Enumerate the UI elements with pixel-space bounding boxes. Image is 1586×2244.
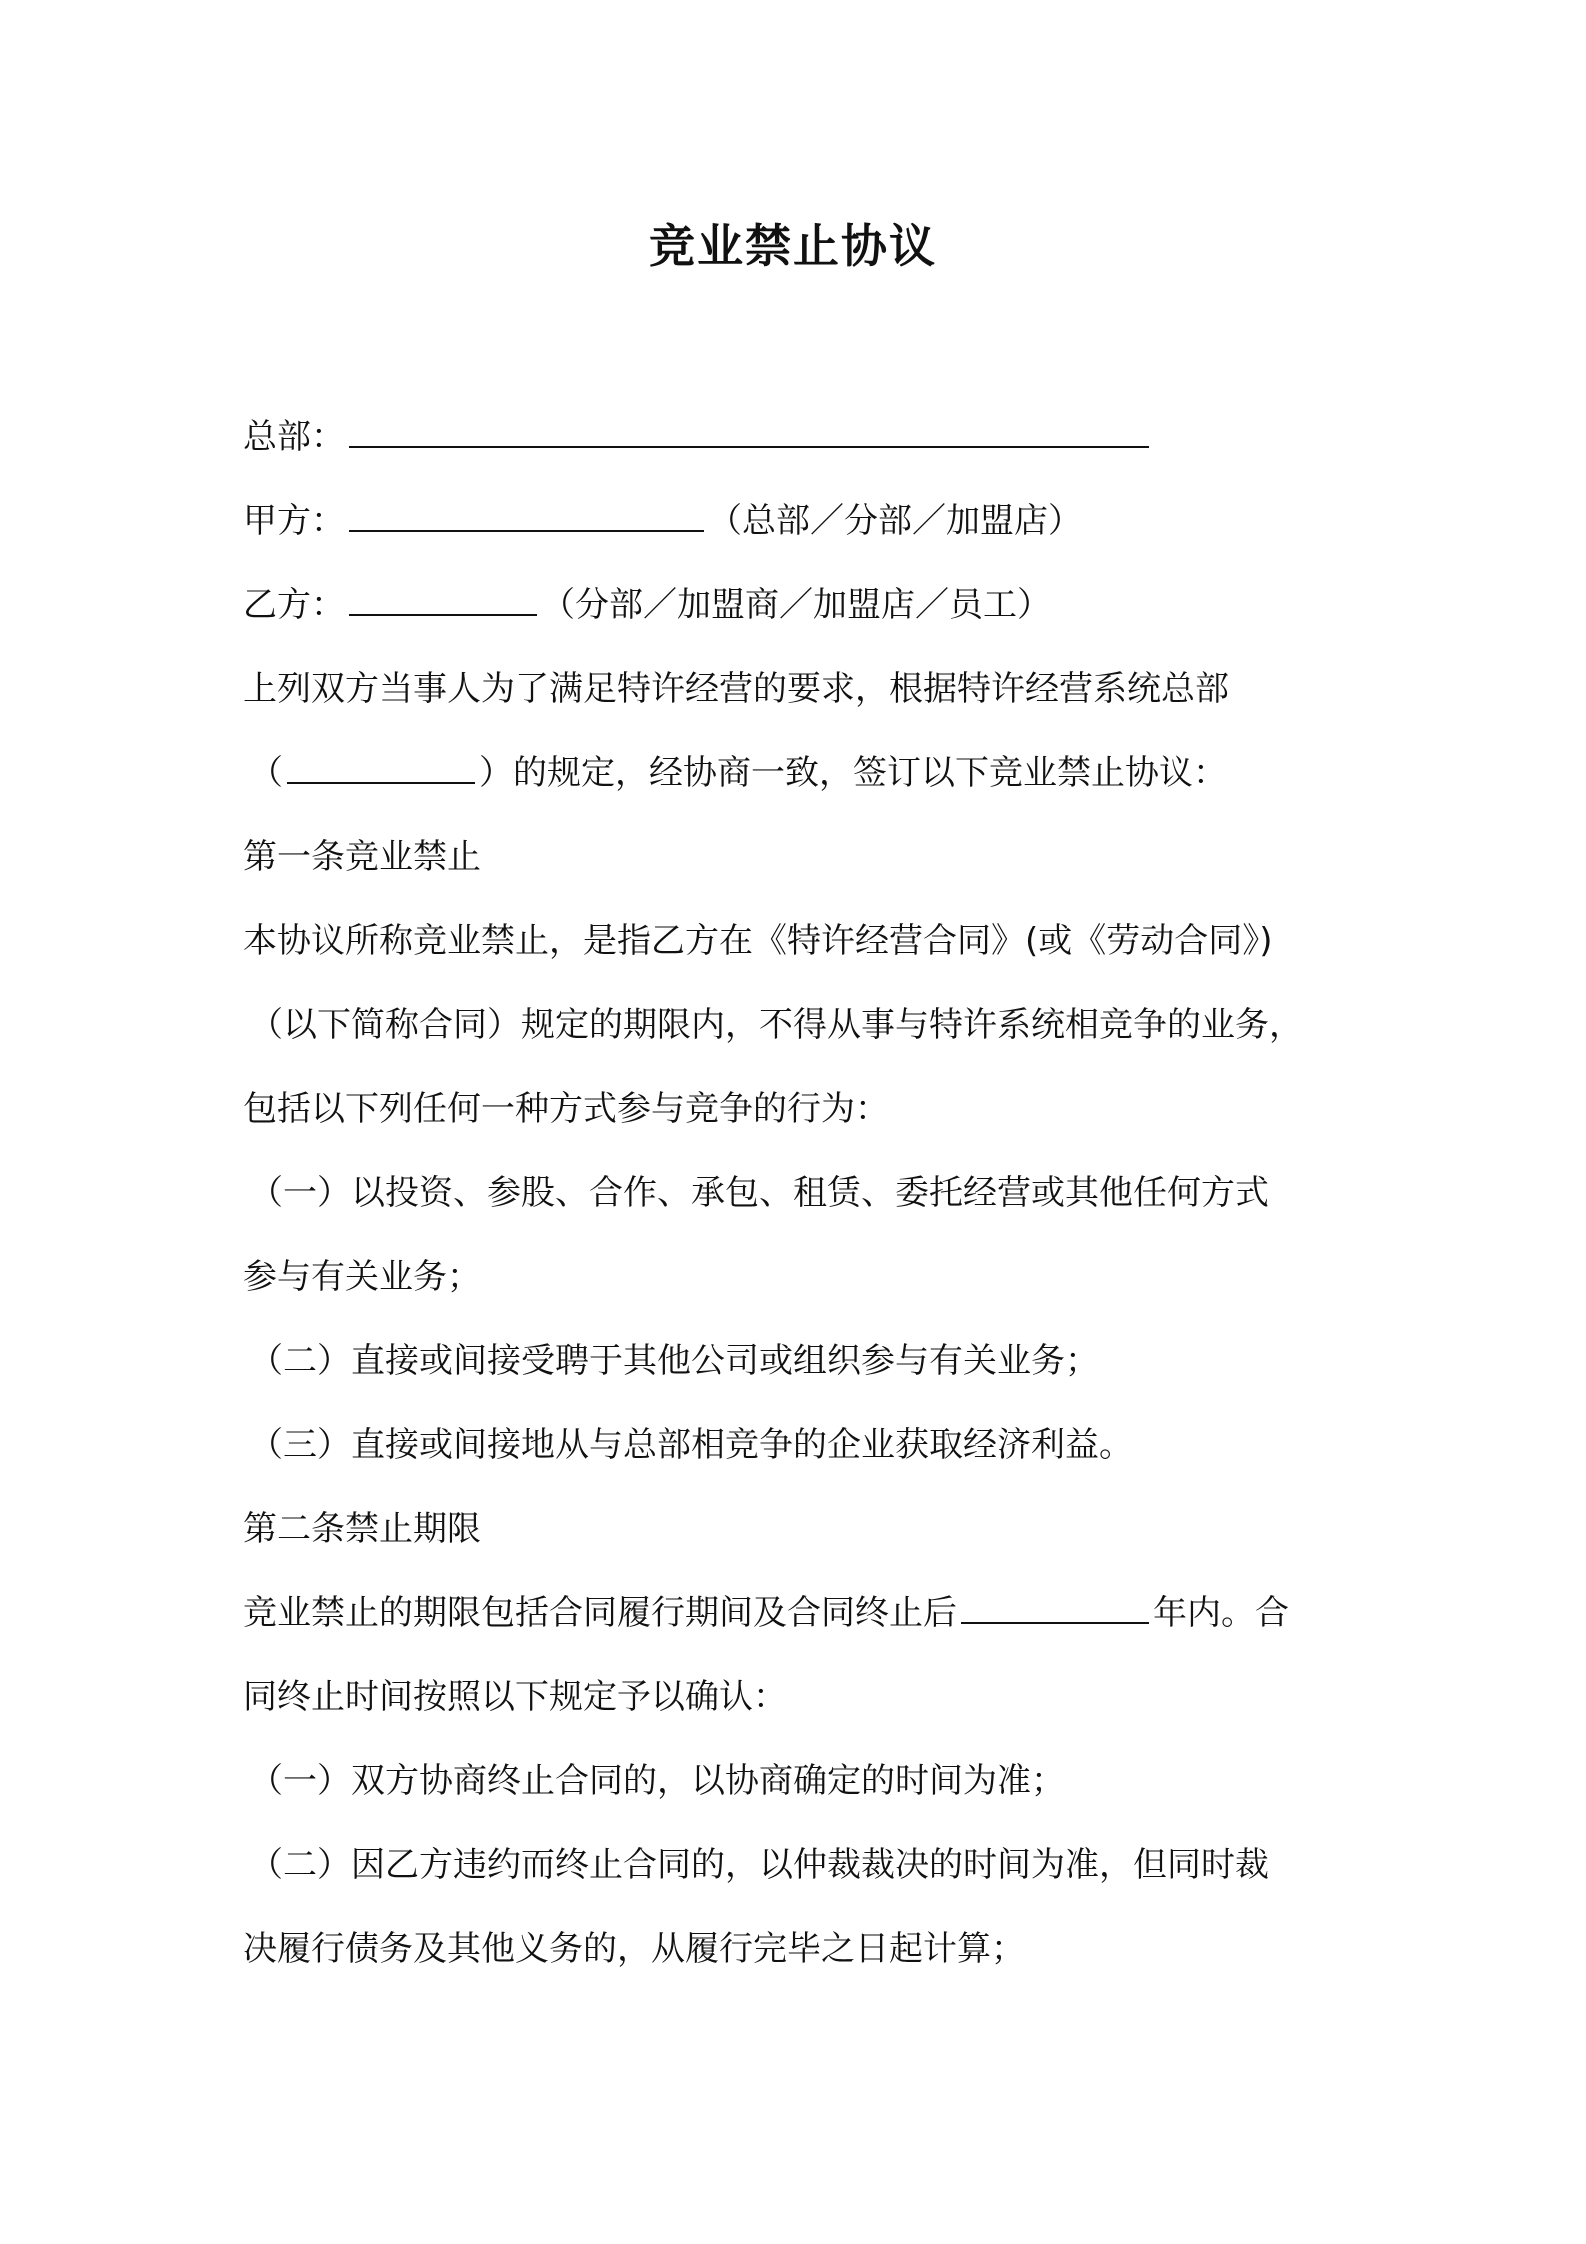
intro-line-1: 上列双方当事人为了满足特许经营的要求，根据特许经营系统总部 [243,669,1229,709]
hq-line [243,395,1363,479]
article-2-line-1-prefix: 竞业禁止的期限包括合同履行期间及合同终止后 [243,1593,957,1633]
document-body [243,395,1363,1991]
years-blank [961,1592,1149,1624]
article-1-item-2: （二）直接或间接受聘于其他公司或组织参与有关业务； [249,1341,1099,1381]
article-2-item-1: （一）双方协商终止合同的，以协商确定的时间为准； [249,1761,1065,1801]
party-b-blank [349,584,537,616]
article-1-heading: 第一条竞业禁止 [243,837,481,877]
party-b-label: 乙方： [243,585,345,625]
intro-line-2-prefix: （ [249,753,283,793]
article-1-item-3: （三）直接或间接地从与总部相竞争的企业获取经济利益。 [249,1425,1133,1465]
party-a-suffix: （总部／分部／加盟店） [708,501,1082,541]
party-a-line [243,479,1363,563]
article-2-line-1-suffix: 年内。合 [1153,1593,1289,1633]
party-b-line [243,563,1363,647]
hq-label: 总部： [243,417,345,457]
article-1-line-3: 包括以下列任何一种方式参与竞争的行为： [243,1089,889,1129]
intro-line-2 [243,731,1363,815]
document-title: 竞业禁止协议 [649,219,937,273]
article-1-item-1-cont: 参与有关业务； [243,1257,481,1297]
article-2-item-2-cont: 决履行债务及其他义务的，从履行完毕之日起计算； [243,1929,1025,1969]
hq-blank [349,416,1149,448]
party-a-blank [349,500,704,532]
article-2-line-2: 同终止时间按照以下规定予以确认： [243,1677,787,1717]
article-1-item-1: （一）以投资、参股、合作、承包、租赁、委托经营或其他任何方式 [249,1173,1269,1213]
article-1-line-2: （以下简称合同）规定的期限内，不得从事与特许系统相竞争的业务， [249,1005,1303,1045]
party-b-suffix: （分部／加盟商／加盟店／员工） [541,585,1051,625]
article-2-line-1 [243,1571,1363,1655]
article-1-line-1: 本协议所称竞业禁止，是指乙方在《特许经营合同》(或《劳动合同》) [243,921,1273,961]
system-hq-blank [287,752,475,784]
article-2-item-2: （二）因乙方违约而终止合同的，以仲裁裁决的时间为准，但同时裁 [249,1845,1269,1885]
article-2-heading: 第二条禁止期限 [243,1509,481,1549]
intro-line-2-suffix: ）的规定，经协商一致，签订以下竞业禁止协议： [479,753,1227,793]
party-a-label: 甲方： [243,501,345,541]
